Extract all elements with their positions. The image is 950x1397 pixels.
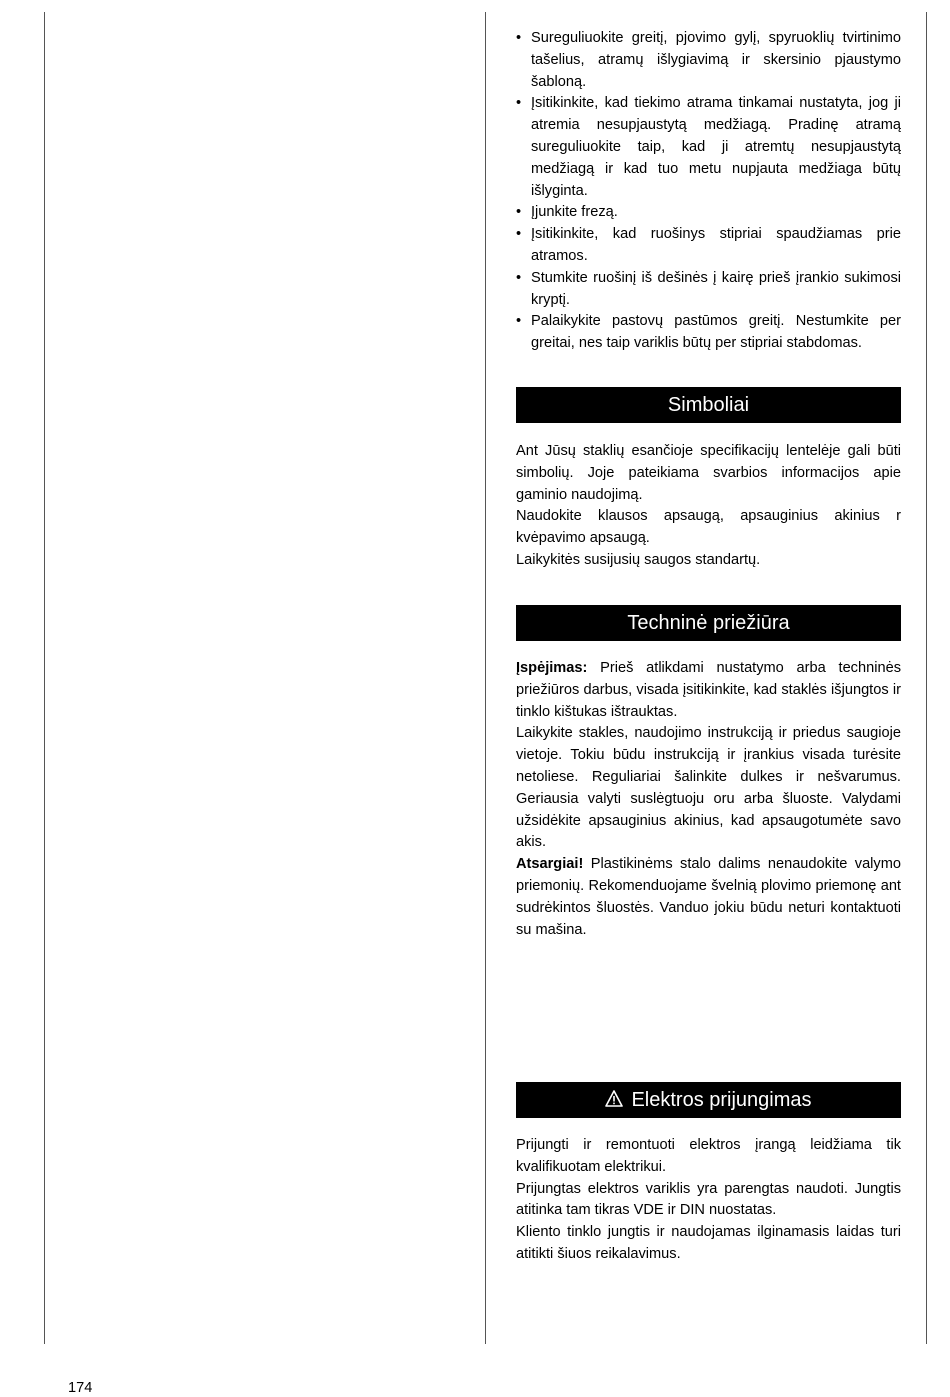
page-number: 174 <box>68 1380 93 1396</box>
maintenance-section <box>516 658 901 941</box>
bullet-item: • Įjunkite frezą. <box>516 202 901 224</box>
electrical-heading-text: Elektros prijungimas <box>631 1089 812 1111</box>
maintenance-caution-paragraph <box>516 854 901 941</box>
warning-text: Prieš atlikdami nustatymo arba techninės priežiūros darbus, visada įsitikinkite, kad staklės išjungtos ir tinklo kištukas ištrauktas. <box>516 660 901 720</box>
warning-triangle-icon <box>605 1082 623 1118</box>
electrical-paragraph: Prijungti ir remontuoti elektros įrangą leidžiama tik kvalifikuotam elektrikui. <box>516 1137 901 1175</box>
warning-label: Įspėjimas: <box>516 660 588 676</box>
bullet-item: • Palaikykite pastovų pastūmos greitį. Nestumkite per greitai, nes taip variklis būtų per stipriai stabdomas. <box>516 311 901 355</box>
column-divider-line <box>485 12 486 1344</box>
bullet-item: • Stumkite ruošinį iš dešinės į kairę prieš įrankio sukimosi kryptį. <box>516 268 901 312</box>
symbols-heading-text: Simboliai <box>667 394 750 416</box>
electrical-paragraph: Kliento tinklo jungtis ir naudojamas ilginamasis laidas turi atitikti šiuos reikalavimus. <box>516 1224 901 1262</box>
symbols-heading <box>516 387 901 423</box>
instruction-bullets <box>516 28 901 355</box>
maintenance-warning-paragraph <box>516 658 901 723</box>
electrical-heading <box>516 1082 901 1118</box>
symbols-paragraph: Ant Jūsų staklių esančioje specifikacijų lentelėje gali būti simbolių. Joje pateikiama svarbios informacijos apie gaminio naudojimą. <box>516 443 901 503</box>
maintenance-heading-text: Techninė priežiūra <box>627 612 790 634</box>
right-margin-line <box>926 12 927 1344</box>
bullet-item: • Įsitikinkite, kad ruošinys stipriai spaudžiamas prie atramos. <box>516 224 901 268</box>
symbols-section <box>516 441 901 572</box>
caution-label: Atsargiai! <box>516 856 584 873</box>
maintenance-paragraph: Laikykite stakles, naudojimo instrukciją ir priedus saugioje vietoje. Tokiu būdu instrukciją ir įrankius visada turėsite netoliese. Reguliariai šalinkite dulkes ir nešvarumus. Geriausia valyti suslėgtuoju oru arba šluoste. Valydami užsidėkite apsauginius akinius, kad apsaugotumėte savo akis. <box>516 725 901 851</box>
bullet-item: • Sureguliuokite greitį, pjovimo gylį, spyruoklių tvirtinimo tašelius, atramų išlygiavimą ir skersinio pjaustymo šabloną. <box>516 28 901 93</box>
symbols-paragraph: Naudokite klausos apsaugą, apsauginius akinius r kvėpavimo apsaugą. <box>516 508 901 547</box>
electrical-paragraph: Prijungtas elektros variklis yra parengtas naudoti. Jungtis atitinka tam tikras VDE ir DIN nuostatas. <box>516 1180 901 1219</box>
maintenance-heading <box>516 605 901 641</box>
bullet-item: • Įsitikinkite, kad tiekimo atrama tinkamai nustatyta, jog ji atremia nesupjaustytą medžiagą. Pradinę atramą sureguliuokite taip, kad ji atremtų nesupjaustytą medžiagą ir kad tuo metu nupjauta medžiaga būtų išlyginta. <box>516 93 901 202</box>
symbols-paragraph: Laikykitės susijusių saugos standartų. <box>516 551 761 568</box>
caution-text: Plastikinėms stalo dalims nenaudokite valymo priemonių. Rekomenduojame švelnią plovimo priemonę ant sudrėkintos šluostės. Vanduo jokiu būdu neturi kontaktuoti su mašina. <box>516 856 901 938</box>
left-margin-line <box>44 12 45 1344</box>
electrical-section <box>516 1135 901 1266</box>
